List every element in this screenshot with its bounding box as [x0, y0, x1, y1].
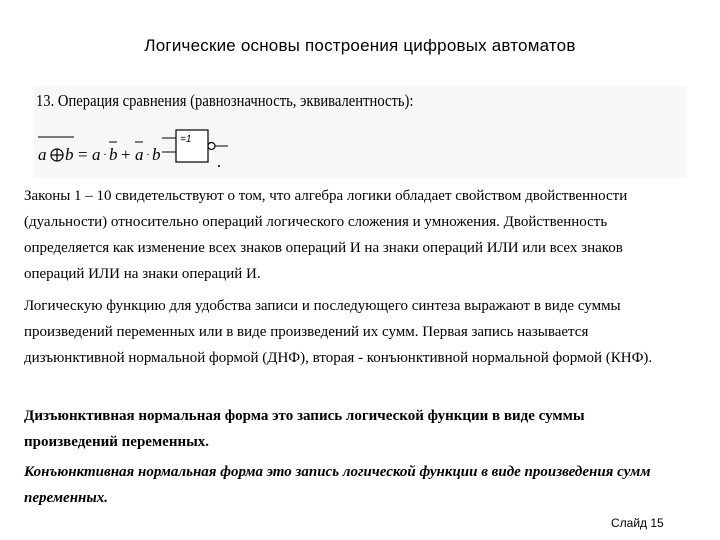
slide-title: Логические основы построения цифровых автоматов	[144, 36, 576, 55]
gate-inversion-bubble	[208, 143, 215, 150]
gate-label: =1	[180, 134, 192, 145]
equivalence-formula-graphic	[38, 128, 238, 174]
slide-number: Слайд 15	[611, 516, 664, 530]
paragraph-normal-forms: Логическую функцию для удобства записи и последующего синтеза выражают в виде суммы произведений переменных или в виде произведений их сумм. Первая запись называется дизъюнктивной нормальной формой (ДНФ), вторая - конъюнктивной нормальной формой (КНФ).	[24, 298, 653, 366]
svg-text:·: ·	[103, 147, 107, 161]
formula-var-b1: b	[65, 145, 74, 164]
formula-var-a1: a	[38, 145, 47, 164]
svg-text:·: ·	[146, 147, 150, 161]
equivalence-formula	[38, 128, 238, 174]
paragraph-cnf-definition: Конъюнктивная нормальная форма это запись логической функции в виде произведения сумм переменных.	[24, 464, 651, 506]
formula-plus: +	[121, 145, 131, 164]
formula-var-a3: a	[135, 145, 144, 164]
formula-var-b3: b	[152, 145, 161, 164]
paragraph-duality-laws: Законы 1 – 10 свидетельствуют о том, что алгебра логики обладает свойством двойственности (дуальности) относительно операций логического сложения и умножения. Двойственность определяется как изменение всех знаков операций И на знаки операций ИЛИ или всех знаков операций ИЛИ на знаки операций И.	[24, 188, 628, 282]
section-heading: 13. Операция сравнения (равнозначность, эквивалентность):	[36, 91, 414, 110]
paragraph-dnf-definition: Дизъюнктивная нормальная форма это запись логической функции в виде суммы произведений переменных.	[24, 408, 585, 450]
formula-equals: =	[78, 145, 88, 164]
formula-var-a2: a	[92, 145, 101, 164]
formula-var-b2: b	[109, 145, 118, 164]
